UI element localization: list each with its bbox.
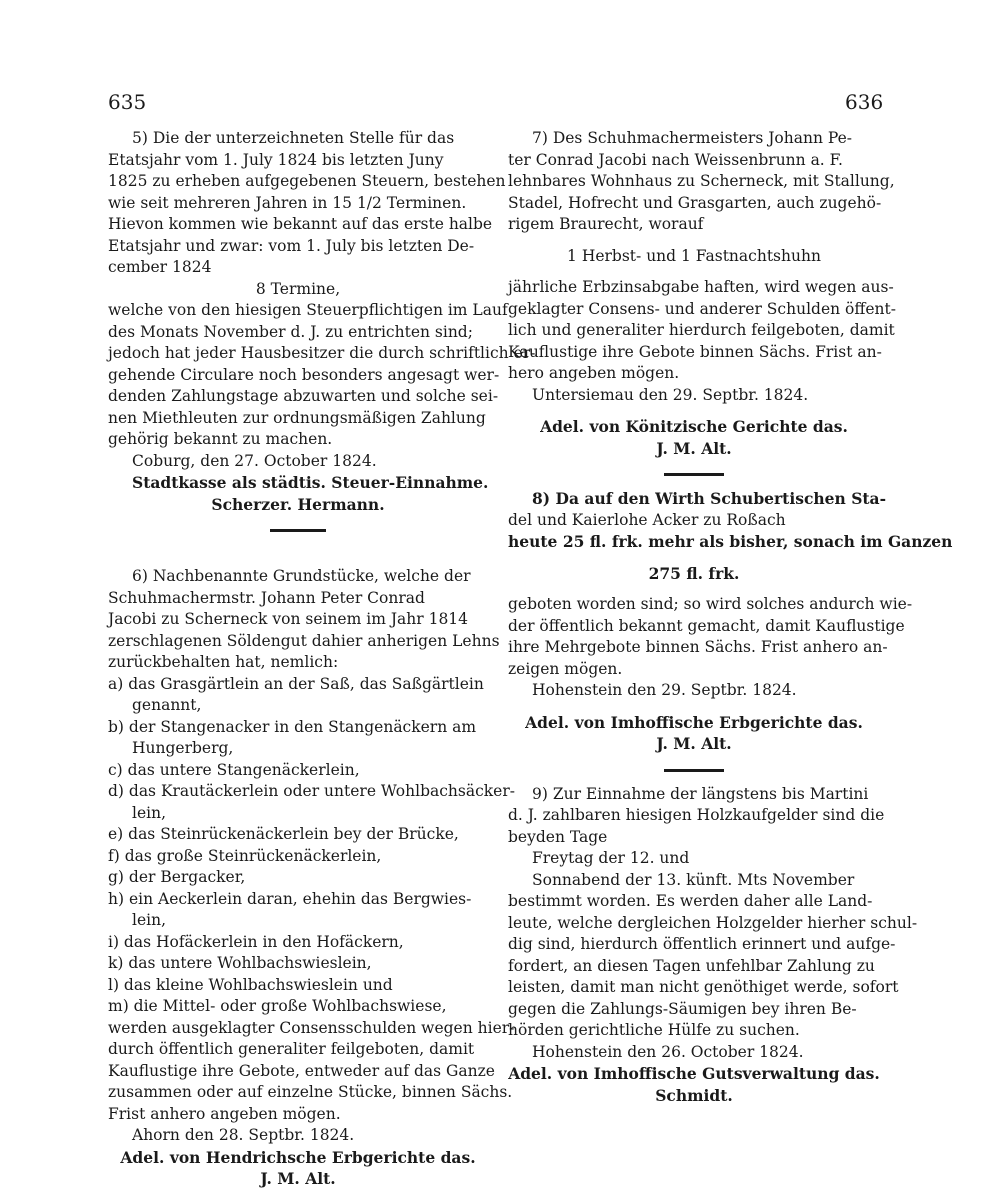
notice-line: bestimmt worden. Es werden daher alle Land- [508,892,873,910]
list-item: Hungerberg, [132,739,234,757]
notice-line: Stadel, Hofrecht und Grasgarten, auch zugehö- [508,193,882,212]
notice-line: heute 25 fl. frk. mehr als bisher, sonach im Ganzen [508,532,953,551]
list-item: lein, [132,803,166,822]
notice-line: der öffentlich bekannt gemacht, damit Kauflustige [508,616,905,635]
list-item: lein, [132,911,166,929]
list-item: f) das große Steinrückenäckerlein, [108,846,382,865]
notice-line: Jacobi zu Scherneck von seinem im Jahr 1814 [108,610,469,628]
notice-line: Etatsjahr vom 1. July 1824 bis letzten Juny [108,150,444,169]
notice-line: leisten, damit man nicht genöthiget werde, sofort [508,978,899,996]
issuing-office: Adel. von Könitzische Gerichte das. [540,417,848,436]
dateline: Hohenstein den 26. October 1824. [532,1042,804,1061]
notice-5 [108,128,536,515]
separator-rule [270,529,326,532]
list-item: g) der Bergacker, [108,868,246,886]
notice-6 [108,566,515,1190]
notice-line: hero angeben mögen. [508,364,680,382]
notice-line: lich und generaliter hierdurch feilgeboten, damit [508,321,895,339]
termine-heading: 8 Termine, [255,279,341,298]
notice-line: ter Conrad Jacobi nach Weissenbrunn a. F. [508,150,843,169]
dateline: Untersiemau den 29. Septbr. 1824. [532,385,809,404]
list-item: b) der Stangenacker in den Stangenäckern am [108,717,477,736]
notice-line: cember 1824 [108,258,212,276]
notice-8 [508,488,953,755]
notice-line: zurückbehalten hat, nemlich: [108,653,339,671]
notice-line: welche von den hiesigen Steuerpflichtigen im Lauf [108,301,508,319]
notice-line: jedoch hat jeder Hausbesitzer die durch schriftlich er- [108,344,536,362]
notice-line: ihre Mehrgebote binnen Sächs. Frist anhero an- [508,638,888,656]
notice-line: durch öffentlich generaliter feilgeboten, damit [108,1040,475,1058]
notice-line: jährliche Erbzinsabgabe haften, wird wegen aus- [508,278,894,296]
notice-line: 5) Die der unterzeichneten Stelle für das [132,129,455,147]
notice-line: beyden Tage [508,827,608,846]
list-item: m) die Mittel- oder große Wohlbachswiese, [108,997,447,1015]
separator-rule [664,473,724,476]
list-item: l) das kleine Wohlbachswieslein und [108,975,393,994]
list-item: genannt, [132,696,202,714]
notice-line: fordert, an diesen Tagen unfehlbar Zahlung zu [508,956,875,975]
centered-amount: 275 fl. frk. [648,563,740,583]
notice-line: 8) Da auf den Wirth Schubertischen Sta- [532,489,887,508]
notice-line: Frist anhero angeben mögen. [108,1104,341,1123]
dateline: Ahorn den 28. Septbr. 1824. [132,1126,355,1144]
signer: J. M. Alt. [656,734,732,753]
signer: J. M. Alt. [260,1169,336,1188]
notice-line: del und Kaierlohe Acker zu Roßach [508,510,786,529]
list-item: c) das untere Stangenäckerlein, [108,760,360,779]
list-item: i) das Hofäckerlein in den Hofäckern, [108,932,404,951]
page-number-left: 635 [108,90,147,114]
day-line: Freytag der 12. und [532,849,690,867]
page-number-right: 636 [845,90,884,114]
list-item: h) ein Aeckerlein daran, ehehin das Bergwies- [108,889,472,908]
separator-rule [664,769,724,772]
issuing-office: Adel. von Imhoffische Gutsverwaltung das. [508,1064,880,1083]
right-column [508,128,953,1106]
notice-line: Etatsjahr und zwar: vom 1. July bis letzten De- [108,236,475,255]
notice-line: Hievon kommen wie bekannt auf das erste halbe [108,215,493,233]
notice-line: Kauflustige ihre Gebote binnen Sächs. Frist an- [508,342,882,361]
notice-line: 9) Zur Einnahme der längstens bis Martini [532,784,869,803]
day-line: Sonnabend der 13. künft. Mts November [532,870,855,889]
notice-7 [508,128,896,459]
notice-line: gehörig bekannt zu machen. [108,430,333,448]
notice-line: d. J. zahlbaren hiesigen Holzkaufgelder sind die [508,806,885,824]
notice-line: wie seit mehreren Jahren in 15 1/2 Terminen. [108,193,467,212]
notice-line: werden ausgeklagter Consensschulden wegen hier- [108,1018,515,1037]
notice-line: des Monats November d. J. zu entrichten sind; [108,322,473,341]
signer: Schmidt. [655,1085,733,1105]
notice-line: denden Zahlungstage abzuwarten und solche sei- [108,387,499,405]
list-item: k) das untere Wohlbachswieslein, [108,954,372,972]
dateline: Coburg, den 27. October 1824. [132,451,377,470]
notice-line: zerschlagenen Söldengut dahier anherigen Lehns [108,631,500,650]
left-column [108,128,536,1190]
notice-line: leute, welche dergleichen Holzgelder hierher schul- [508,913,918,932]
issuing-office: Adel. von Imhoffische Erbgerichte das. [525,712,863,732]
notice-line: zeigen mögen. [508,659,623,678]
notice-line: lehnbares Wohnhaus zu Scherneck, mit Stallung, [508,172,895,190]
notice-line: dig sind, hierdurch öffentlich erinnert und aufge- [508,935,896,953]
notice-line: 7) Des Schuhmachermeisters Johann Pe- [532,129,853,147]
signer: J. M. Alt. [656,438,732,458]
dateline: Hohenstein den 29. Septbr. 1824. [532,681,797,699]
notice-line: Schuhmachermstr. Johann Peter Conrad [108,588,425,607]
issuing-office: Adel. von Hendrichsche Erbgerichte das. [120,1147,476,1167]
notice-line: Kauflustige ihre Gebote, entweder auf das Ganze [108,1061,495,1080]
list-item: a) das Grasgärtlein an der Saß, das Saßgärtlein [108,674,484,693]
centered-line: 1 Herbst- und 1 Fastnachtshuhn [567,246,821,265]
notice-line: zusammen oder auf einzelne Stücke, binnen Sächs. [108,1083,513,1101]
notice-line: hörden gerichtliche Hülfe zu suchen. [508,1021,800,1039]
list-item: e) das Steinrückenäckerlein bey der Brücke, [108,825,459,843]
notice-line: gegen die Zahlungs-Säumigen bey ihren Be- [508,999,857,1018]
notice-9 [508,784,918,1107]
signers: Scherzer. Hermann. [211,494,385,514]
notice-line: nen Miethleuten zur ordnungsmäßigen Zahlung [108,408,486,427]
notice-line: geboten worden sind; so wird solches andurch wie- [508,595,913,613]
notice-line: 1825 zu erheben aufgegebenen Steuern, bestehen [108,172,506,190]
notice-line: gehende Circulare noch besonders angesagt wer- [108,365,500,384]
notice-line: rigem Braurecht, worauf [508,215,704,233]
notice-line: 6) Nachbenannte Grundstücke, welche der [132,567,471,585]
issuing-office: Stadtkasse als städtis. Steuer-Einnahme. [132,473,489,492]
list-item: d) das Krautäckerlein oder untere Wohlbachsäcker- [108,782,515,800]
notice-line: geklagter Consens- und anderer Schulden öffent- [508,299,896,318]
